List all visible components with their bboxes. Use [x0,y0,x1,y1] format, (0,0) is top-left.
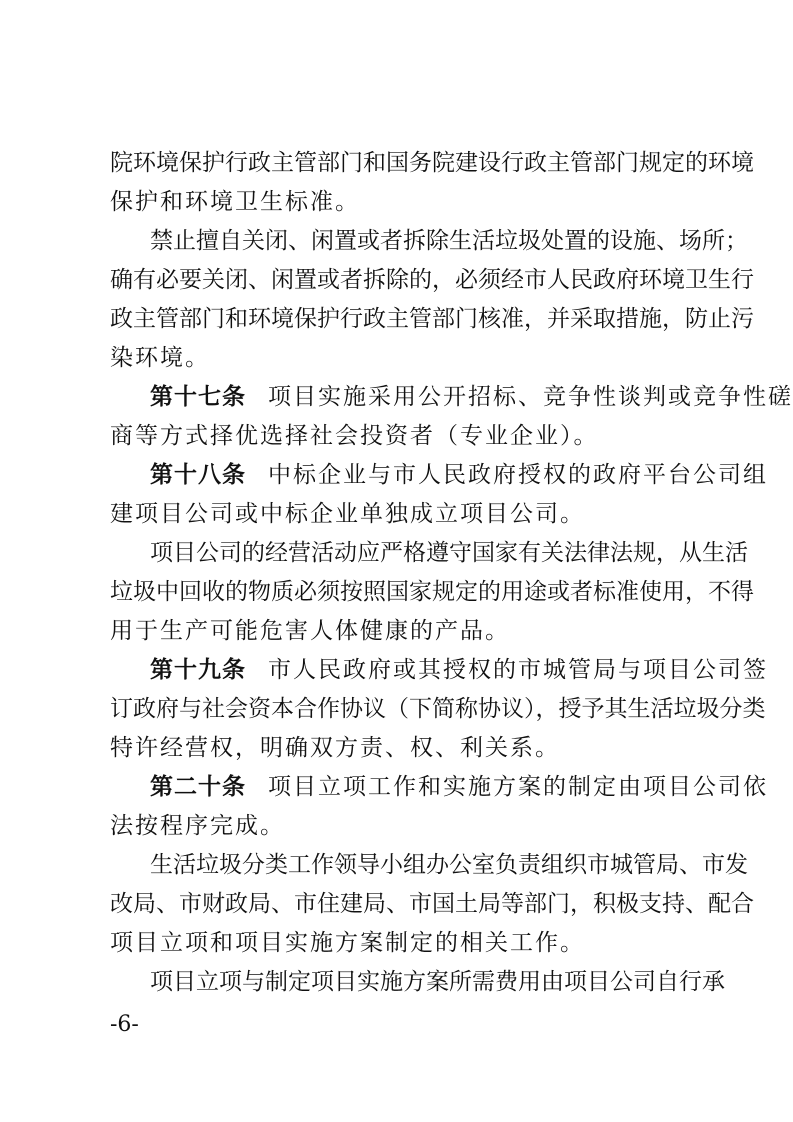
text-line: 商等方式择优选择社会投资者（专业企业）。 [110,423,599,449]
text-line: 特许经营权，明确双方责、权、利关系。 [110,735,560,761]
article-19-line [150,650,768,690]
text-line: 订政府与社会资本合作协议（下简称协议），授予其生活垃圾分类 [110,696,766,722]
article-head: 第十七条 [150,384,246,410]
article-20-line [150,767,768,807]
text-line: 确有必要关闭、闲置或者拆除的，必须经市人民政府环境卫生行 [110,267,754,293]
article-head: 第二十条 [150,774,246,800]
text-line: 建项目公司或中标企业单独成立项目公司。 [110,501,585,527]
text-line: 政主管部门和环境保护行政主管部门核准，并采取措施，防止污 [110,306,754,332]
text-line: 项目立项与制定项目实施方案所需费用由项目公司自行承 [150,969,725,995]
text-segment: 中标企业与市人民政府授权的政府平台公司组 [268,462,768,488]
text-segment: 市人民政府或其授权的市城管局与项目公司签 [268,657,768,683]
text-line: 垃圾中回收的物质必须按照国家规定的用途或者标准使用，不得 [110,579,754,605]
text-line: 禁止擅自关闭、闲置或者拆除生活垃圾处置的设施、场所； [150,228,748,254]
text-line: 院环境保护行政主管部门和国务院建设行政主管部门规定的环境 [110,150,754,176]
article-17-line [150,377,793,417]
article-18-line [150,455,768,495]
text-line: 保护和环境卫生标准。 [110,189,360,215]
text-segment: 项目实施采用公开招标、竞争性谈判或竞争性磋 [268,384,793,410]
page-number: -6- [110,1012,139,1037]
article-head: 第十八条 [150,462,246,488]
text-line: 法按程序完成。 [110,813,285,839]
article-head: 第十九条 [150,657,246,683]
text-line: 项目公司的经营活动应严格遵守国家有关法律法规，从生活 [150,540,748,566]
text-line: 染环境。 [110,345,210,371]
text-segment: 项目立项工作和实施方案的制定由项目公司依 [268,774,768,800]
text-line: 改局、市财政局、市住建局、市国土局等部门，积极支持、配合 [110,891,754,917]
text-line: 用于生产可能危害人体健康的产品。 [110,618,510,644]
text-line: 项目立项和项目实施方案制定的相关工作。 [110,930,585,956]
text-line: 生活垃圾分类工作领导小组办公室负责组织市城管局、市发 [150,852,748,878]
